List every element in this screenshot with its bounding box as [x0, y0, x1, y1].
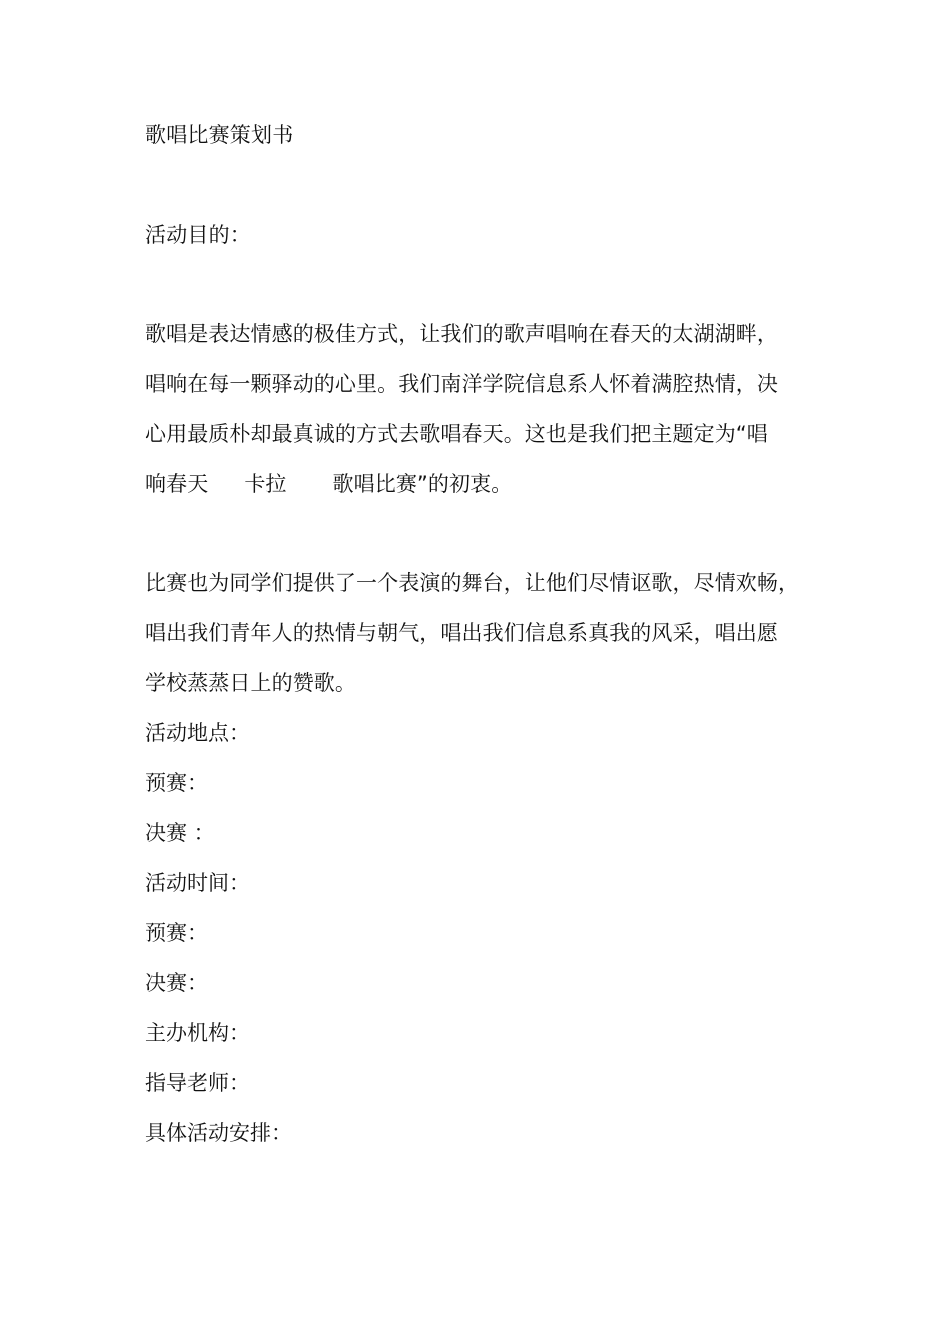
paragraph-line: 唱响在每一颗驿动的心里。我们南洋学院信息系人怀着满腔热情，决: [145, 372, 778, 396]
prelim-location-label: 预赛：: [145, 771, 208, 795]
location-label: 活动地点：: [145, 721, 250, 745]
organizer-label: 主办机构：: [145, 1021, 250, 1045]
paragraph-line: 学校蒸蒸日上的赞歌。: [145, 671, 356, 695]
document-title: 歌唱比赛策划书: [145, 123, 294, 147]
paragraph-line: 唱出我们青年人的热情与朝气，唱出我们信息系真我的风采，唱出愿: [145, 621, 778, 645]
purpose-paragraph-2: [145, 558, 815, 708]
theme-part-3: 歌唱比赛”的初衷。: [332, 472, 513, 496]
time-label: 活动时间：: [145, 871, 250, 895]
prelim-time-label: 预赛：: [145, 921, 208, 945]
paragraph-line: 心用最质朴却最真诚的方式去歌唱春天。这也是我们把主题定为“唱: [145, 422, 768, 446]
purpose-heading: 活动目的：: [145, 223, 251, 247]
paragraph-line: 歌唱是表达情感的极佳方式，让我们的歌声唱响在春天的太湖湖畔，: [145, 322, 778, 346]
theme-part-2: 卡拉: [244, 472, 287, 496]
theme-part-1: 响春天: [145, 472, 209, 496]
advisor-label: 指导老师：: [145, 1071, 250, 1095]
paragraph-line: [145, 459, 815, 509]
final-location-label: 决赛 ：: [145, 821, 215, 845]
paragraph-line: 比赛也为同学们提供了一个表演的舞台，让他们尽情讴歌，尽情欢畅，: [145, 571, 800, 595]
final-time-label: 决赛：: [145, 971, 208, 995]
purpose-paragraph-1: [145, 309, 815, 509]
schedule-label: 具体活动安排：: [145, 1121, 292, 1145]
